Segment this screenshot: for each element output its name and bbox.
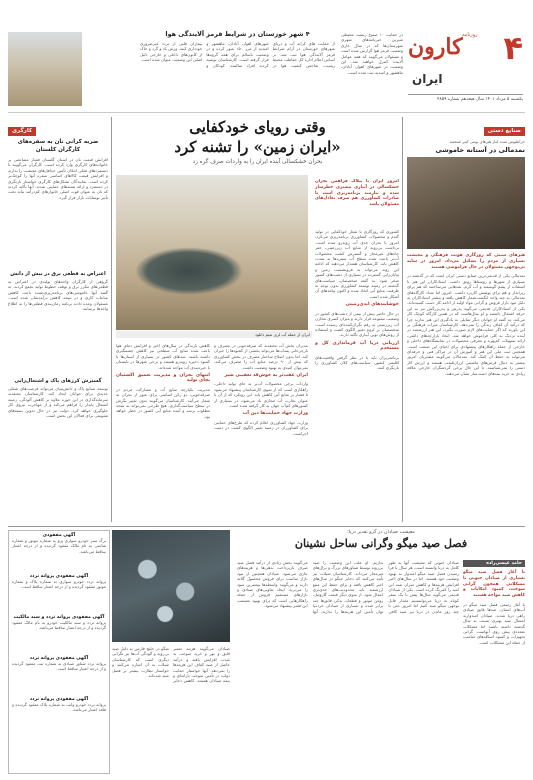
main-col-a: مدیران بخش آب معتقدند که صرفه‌جویی در مصرف و بازچرخانی پساب‌ها می‌تواند بخشی از کمبودها را جبران کند. اما بدون اصلاح ساختار مصرف در بخش کشاورزی که بیش از ۹۰ درصد منابع آب را مصرف می‌کند، نمی‌توان امیدی به بهبود وضعیت داشت. ایران عقب‌تر به خوش‌قد تعقیبی شیر واردات برخی محصولات آب‌بر به جای تولید داخلی، راهکاری است که از سوی کارشناسان پیشنهاد می‌شود تا فشار بر منابع آبی کاهش یابد. این رویکرد که از آن با عنوان تجارت آب مجازی یاد می‌شود، در بسیاری از کشورهای کم‌آب جهان به کار گرفته شده است. وزارت جهاد حمایت‌ها دین آب وزارت جهاد کشاورزی اعلام کرده که طرح‌های حمایتی برای کشاورزان در زمینه تغییر الگوی کشت در دست اجراست. [214, 343, 308, 436]
main-col-b: کاهش بارندگی در سال‌های اخیر و افزایش دمای هوا باعث شده منابع آب سطحی نیز کاهش چشمگیری داشته باشند. سدهای کشور در بسیاری از استان‌ها با کمبود ذخیره روبه‌رو هستند و برخی شهرها در تابستان با جیره‌بندی آب مواجه شده‌اند. انتهای بحران و مدیریت تعمیق اکستیان بجای تولید مدیریت یکپارچه منابع آب و مشارکت مردم در صرفه‌جویی، دو رکن اساسی برای عبور از بحران به شمار می‌آیند. کارشناسان می‌گویند بدون تغییر نگرش در سطح سیاست‌گذاری، هیچ طرحی نمی‌تواند به نتیجه مطلوب برسد و آینده منابع آبی کشور در خطر خواهد بود. [116, 343, 210, 419]
main-right-col: کشوری که روزگاری با شعار خودکفایی در تولید گندم و محصولات کشاورزی برنامه‌ریزی می‌کرد، امروز با بحران جدی آب روبه‌رو شده است. برداشت بی‌رویه از منابع آب زیرزمینی، حفر چاه‌های غیرمجاز و گسترش کشت محصولات آب‌بر باعث شده سطح آب سفره‌ها به شدت کاهش یابد. کارشناسان هشدار می‌دهند که ادامه این روند می‌تواند به فرونشست زمین و بیابان‌زایی گسترده در بسیاری از دشت‌های کشور منجر شود. به گفته متخصصان، سیاست‌های گذشته در زمینه توسعه کشاورزی بدون توجه به ظرفیت منابع آبی اتخاذ شده و اکنون پیامدهای آن آشکار شده است. خوشایندهای ایدی‌زمینی در حال حاضر بیش از نیمی از دشت‌های کشور در وضعیت ممنوعه قرار دارند و میزان کسری مخازن آب زیرزمینی به رقم نگران‌کننده‌ای رسیده است. متخصصان بر لزوم تغییر الگوی کشت و استفاده از روش‌های نوین آبیاری تأکید دارند. ارزیابی دریا آپ فرمانداری کل و مستخدم برنامه‌ریزان باید با در نظر گرفتن واقعیت‌های اقلیمی کشور، سیاست‌های کلان کشاورزی را بازنگری کنند. [315, 229, 399, 371]
section-label-labor: کارگری [8, 127, 36, 136]
top-story: ۴ شهر خوزستان در شرایط قرمز آلایندگی هوا از حمایت های کرانه آب و دریای شهرهای خوزستان در آرام شرایط قرمز آلایندگی هوا ثبت شد. بر اساس اعلام اداره کل حفاظت محیط زیست، شاخص کیفیت هوا در شهرهای اهواز، آبادان، ماهشهر و امیدیه از مرز ۱۵۰ عبور کرده و در وضعیت ناسالم برای همه گروه‌ها قرار گرفته است. کارشناسان توصیه کردند افراد سالمند، کودکان و بیماران قلبی از تردد غیرضروری خودداری کنند. وزش باد و گرد و خاک از کانون‌های داخلی و خارجی دلیل اصلی این وضعیت عنوان شده است. [140, 30, 335, 68]
ad-title-5: آگهی مفقودی پروانه تردد [29, 697, 89, 702]
mid-heading-2: وزارت جهاد حمایت‌ها دین آب [242, 411, 308, 417]
bottom-main-text: صیادان جنوبی که معیشت آنها به طور کامل به دریا وابسته است، هر سال با فرا رسیدن فصل صید میگو امیدوار به بهبود وضعیت خود هستند. اما در سال‌های اخیر افزایش هزینه‌ها و کاهش میزان صید این امید را کمرنگ کرده است. یکی از صیادان قدیمی می‌گوید سال‌ها پیش با یک سفر کوتاه به دریا می‌توانستیم مقدار قابل توجهی میگو صید کنیم اما امروز حتی با چند روز ماندن در دریا نیز صید کافی نداریم. او علت این وضعیت را صید بی‌رویه توسط شناورهای بزرگ و ترال‌های غیرمجاز می‌داند. کارشناسان شیلات نیز تأیید می‌کنند که ذخایر میگو در سال‌های اخیر کاهش یافته و برای حفظ این منبع ارزشمند باید محدودیت‌های جدی‌تری اعمال شود. از سوی دیگر قیمت گازوئیل، روغن موتور و قطعات یدکی قایق‌ها چند برابر شده و بسیاری از صیادان خرده‌پا توان تأمین این هزینه‌ها را ندارند. آنها می‌گویند بخش زیادی از درآمد فصل صید صرف بازپرداخت بدهی‌ها و هزینه‌های جاری می‌شود. صیادان همچنین از نبود بازار مناسب برای فروش محصول گلایه دارند و می‌گویند واسطه‌ها بیشترین سود را می‌برند. ایجاد تعاونی‌های صیادی و بازارهای مستقیم فروش از جمله راهکارهایی است که برای بهبود معیشت این قشر پیشنهاد می‌شود. [237, 560, 459, 614]
crafts-kicker: خراطیوش شده کنار هنرهای بومی کبیر شتخمه [449, 139, 525, 144]
masthead [408, 30, 523, 110]
bottom-story: معیشت صیادان در گرو تقدیر دریا؛ فصل صید میگو وگرانی ساحل نشینان حامد عیسی‌زاده با آغاز فصل صید میگو بسیاری از صیادان جنوبی با مشکلاتی همچون گرانی سوخت، کمبود امکانات و کاهش صید مواجه هستند با آغاز رسمی فصل صید میگو در آب‌های استان، صدها قایق صیادی راهی دریا شدند. صیادان امیدوارند امسال صید بهتری نسبت به سال گذشته داشته باشند اما مشکلات متعددی پیش روی آنهاست. گرانی تجهیزات و کمبود اسکله‌های مناسب از جمله این مشکلات است. صیادان جنوبی که معیشت آنها به طور کامل به دریا وابسته است، هر سال با فرا رسیدن فصل صید میگو امیدوار به بهبود وضعیت خود هستند. اما در سال‌های اخیر افزایش هزینه‌ها و کاهش میزان صید این امید را کمرنگ کرده است. یکی از صیادان قدیمی می‌گوید سال‌ها پیش با یک سفر کوتاه به دریا می‌توانستیم مقدار قابل توجهی میگو صید کنیم اما امروز حتی با چند روز ماندن در دریا نیز صید کافی نداریم. او علت این وضعیت را صید بی‌رویه توسط شناورهای بزرگ و ترال‌های غیرمجاز می‌داند. کارشناسان شیلات نیز تأیید می‌کنند که ذخایر میگو در سال‌های اخیر کاهش یافته و برای حفظ این منبع ارزشمند باید محدودیت‌های جدی‌تری اعمال شود. از سوی دیگر قیمت گازوئیل، روغن موتور و قطعات یدکی قایق‌ها چند برابر شده و بسیاری از صیادان خرده‌پا توان تأمین این هزینه‌ها را ندارند. آنها می‌گویند بخش زیادی از درآمد فصل صید صرف بازپرداخت بدهی‌ها و هزینه‌های جاری می‌شود. صیادان همچنین از نبود بازار مناسب برای فروش محصول گلایه دارند و می‌گویند واسطه‌ها بیشترین سود را می‌برند. ایجاد تعاونی‌های صیادی و بازارهای مستقیم فروش از جمله راهکارهایی است که برای بهبود معیشت این قشر پیشنهاد می‌شود. [237, 530, 525, 772]
section-name: ایران [412, 72, 443, 86]
mid-heading-1: ایران عقب‌تر به خوش‌قد تعقیبی شیر [224, 373, 308, 379]
intro-text: در حمایت ۱۰ صنوع زیست محیطی شیرین خبرنامه‌های شهری شهرستان‌ها که در سال جاری وضعیت قرمز هوا گزارش شده است و مسئولان می‌گویند که همه عوامل آلاینده کنترل خواهند شد. این وضعیت در شهرهای اهواز، آبادان، ماهشهر و امیدیه ثبت شده است. [341, 32, 403, 75]
right-heading-2: ارزیابی دریا آپ فرمانداری کل و مستخدم [315, 340, 399, 352]
ad-title-3: آگهی مفقودی پروانه تردد و سند مالکیت [13, 615, 105, 620]
ads-column: آگهی مفقودی برگ سبز خودرو سواری پژو به شماره موتور و شماره شاسی به نام مالک مفقود گردیده و از درجه اعتبار ساقط می‌باشد. آگهی مفقودی پروانه تردد پروانه تردد خودرو سواری به شماره پلاک و شماره موتور مفقود گردیده و از درجه اعتبار ساقط است. آگهی مفقودی پروانه تردد و سند مالکیت پروانه تردد و سند مالکیت خودرو به نام مالک مفقود گردیده و از درجه اعتبار ساقط می‌باشد. آگهی مفقودی پروانه تردد پروانه تردد شناور صیادی به شماره ثبت مفقود گردیده و از درجه اعتبار ساقط است. آگهی مفقودی پروانه تردد پروانه تردد خودرو وانت به شماره پلاک مفقود گردیده و فاقد اعتبار می‌باشد. [8, 530, 110, 774]
bottom-title: فصل صید میگو وگرانی ساحل نشینان [294, 537, 468, 550]
page-number: ۴ [503, 29, 523, 67]
labor-sub2: گسترش کرزهای پاک و اشتغال‌زایی [14, 378, 102, 384]
left-column: کارگری ضربه کرانی نان به سفره‌های کارگران کلستان افزایش قیمت نان در استان گلستان فشار مضاعفی بر خانواده‌های کارگری وارد کرده است. کارگران می‌گویند با دستمزدهای فعلی امکان تأمین حداقل‌های معیشت را ندارند و افزایش قیمت کالاهای اساسی سفره آنها را کوچک‌تر کرده است. نمایندگان تشکل‌های کارگری خواستار بازنگری در دستمزد و ارائه بسته‌های حمایتی شدند. آنها تأکید کردند که نان به عنوان قوت اصلی خانوارهای کم‌درآمد نباید تحت تأثیر نوسانات بازار قرار گیرد. اعتراض به قطعی برق در بیش از دانش گروهی از کارگران واحدهای تولیدی در اعتراض به قطعی‌های مکرر برق و توقف خطوط تولید تجمع کردند. به گفته آنها خاموشی‌های برنامه‌ریزی‌نشده باعث کاهش ساعات کاری و در نتیجه کاهش درآمدشان شده است. مسئولان وعده دادند برنامه زمان‌بندی قطعی‌ها را به اطلاع واحدها برسانند. گسترش کرزهای پاک و اشتغال‌زایی توسعه صنایع پاک و دانش‌بنیان می‌تواند فرصت‌های شغلی جدیدی برای جوانان ایجاد کند. کارشناسان معتقدند سرمایه‌گذاری در این حوزه علاوه بر کاهش آلودگی، زمینه اشتغال پایدار را فراهم می‌کند و از مهاجرت نیروی کار جلوگیری خواهد کرد. دولت نیز در حال تدوین بسته‌های تشویقی برای فعالان این بخش است. [8, 128, 108, 419]
labor-title: ضربه کرانی نان به سفره‌های کارگران کلستان [17, 139, 99, 153]
bottom-kicker: معیشت صیادان در گرو تقدیر دریا؛ [347, 530, 415, 535]
right-column: صنایع دستی خراطیوش شده کنار هنرهای بومی کبیر شتخمه نمدمالی در آستانه خاموشی هنرهای سنتی که روزگاری هویت فرهنگی و معیشت بسیاری از مردم را تشکیل می‌داد، امروز در سایه بی‌توجهی مسئولان در حال فراموشی هستند نمدمالی یکی از قدیمی‌ترین صنایع دستی ایران است که در گذشته در بسیاری از شهرها و روستاها رونق داشت. استادکاران این هنر با استفاده از پشم گوسفند و آب گرم، نمدهایی می‌ساختند که هم برای زیرانداز و هم برای پوشش کاربرد داشت. امروز اما تعداد کارگاه‌های نمدمالی به چند واحد انگشت‌شمار کاهش یافته و بیشتر استادکاران به دلیل نبود بازار فروش و گرانی مواد اولیه از ادامه کار دست کشیده‌اند. یکی از استادکاران قدیمی می‌گوید پدرش و پدربزرگش نیز به این حرفه اشتغال داشتند و او سال‌هاست که در همین کارگاه کوچک کار می‌کند. به گفته او جوانان دیگر تمایلی به یادگیری این هنر ندارند چرا که درآمد آن کفاف زندگی را نمی‌دهد. کارشناسان میراث فرهنگی بر این باورند که اگر حمایت‌های لازم صورت نگیرد، این هنر ارزشمند در آینده نزدیک به کلی فراموش خواهد شد. ایجاد بازارچه‌های دائمی، ارائه تسهیلات کم‌بهره و معرفی محصولات در نمایشگاه‌های داخلی و خارجی از جمله راهکارهای پیشنهادی برای احیای این صنعت است. همچنین ثبت ملی این هنر و آموزش آن در مراکز فنی و حرفه‌ای می‌تواند به حفظ آن کمک کند. نمدمالان می‌گویند مشتریان امروز بیشتر به دنبال فرش‌های ماشینی ارزان‌قیمت هستند و ارزش کار دستی را نمی‌شناسند. با این حال برخی گردشگران خارجی علاقه زیادی به خرید نمدهای دست‌ساز نشان می‌دهند. [407, 128, 525, 376]
main-photo-caption: ایران از جمله آب لری نعیم دانلود [116, 331, 312, 338]
logo: کارون [408, 34, 463, 60]
issue-line: یکشنبه ۵ مرداد ۱۴۰۱ سال هیجدهم شماره ۴۸۵۹ [408, 94, 523, 102]
ad-title-1: آگهی مفقودی [42, 533, 76, 538]
ad-title-2: آگهی مفقودی پروانه تردد [29, 574, 89, 579]
crafts-highlight: هنرهای سنتی که روزگاری هویت فرهنگی و معیشت بسیاری از مردم را تشکیل می‌داد، امروز در سایه بی‌توجهی مسئولان در حال فراموشی هستند [407, 253, 525, 270]
crafts-title: نمدمالی در آستانه خاموشی [435, 146, 525, 154]
bottom-col-under-photo: صیادان می‌گویند هزینه تعمیر قایق و تور و خرید سوخت به شدت افزایش یافته و درآمد حاصل از صید کفاف این هزینه‌ها را نمی‌دهد. آنها خواستار حمایت دولت در تأمین سوخت یارانه‌ای و بیمه صیادان هستند. کاهش ذخایر میگو در خلیج فارس به دلیل صید بی‌رویه و آلودگی آب‌ها نیز نگرانی دیگری است که کارشناسان شیلات به آن اشاره می‌کنند و خواستار نظارت بیشتر بر فصل صید شده‌اند. [112, 646, 230, 684]
ad-title-4: آگهی مفقودی پروانه تردد [29, 656, 89, 661]
main-photo [116, 175, 308, 330]
main-title-line2: «ایران زمین» را تشنه کرد [174, 138, 341, 156]
top-story-title: ۴ شهر خوزستان در شرایط قرمز آلایندگی هوا [165, 30, 310, 38]
main-title-line1: وقتی رویای خودکفایی [189, 118, 326, 136]
bottom-byline: حامد عیسی‌زاده [463, 560, 525, 567]
shrimp-photo [112, 530, 230, 642]
main-article [116, 117, 399, 522]
labor-sub1: اعتراض به قطعی برق در بیش از دانش [10, 271, 106, 277]
side-heading: انتهای بحران و مدیریت تعمیق اکستیان بجای تولید [116, 373, 210, 384]
bottom-highlight: با آغاز فصل صید میگو بسیاری از صیادان جنوبی با مشکلاتی همچون گرانی سوخت، کمبود امکانات و کاهش صید مواجه هستند [463, 570, 525, 599]
crafts-photo [407, 157, 525, 249]
section-label-crafts: صنایع دستی [484, 127, 525, 136]
main-quote: امروز ایران با بیلاگ فراهمن بحران خشکسالی در آبیاری مشتری خطرساز شده و نیازمند برنامه‌ریزی است تا صادرات کشاورزی هم صرف تعادل‌های مسئولان باشد [315, 179, 399, 208]
main-subtitle: بحران خشکسالی آینده ایران را به واردات صرف گره زد [192, 159, 323, 165]
logo-small: روزنامه [462, 32, 478, 38]
right-heading: خوشایندهای ایدی‌زمینی [345, 302, 399, 308]
top-photo [8, 32, 82, 106]
